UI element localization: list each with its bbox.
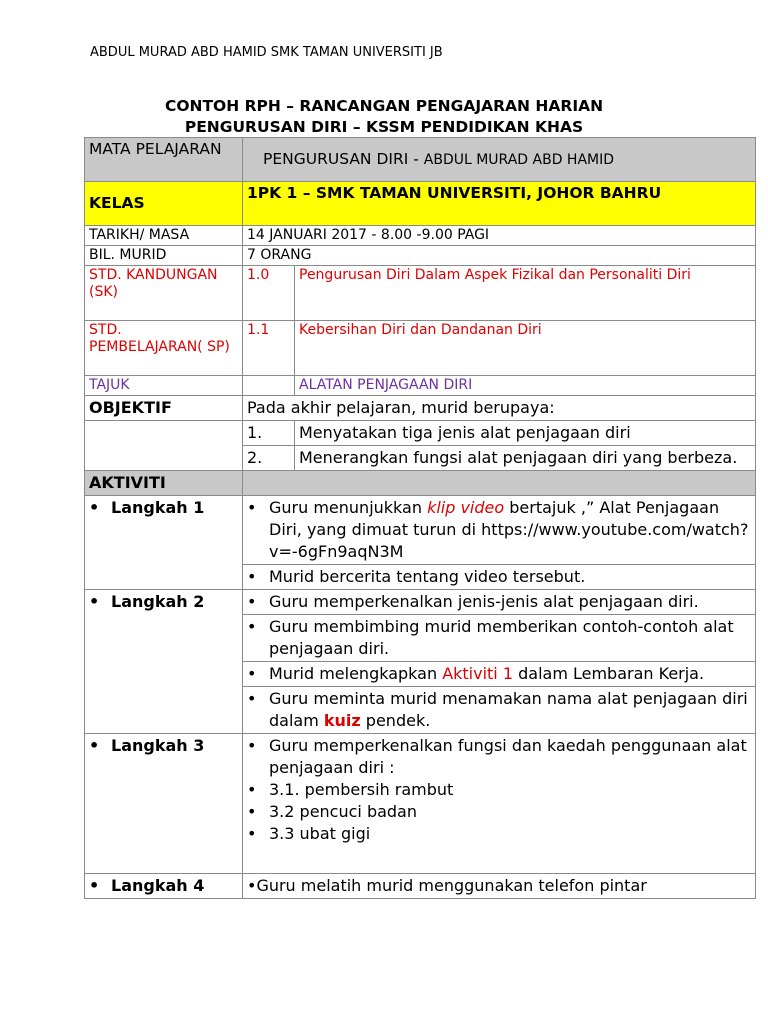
langkah-3-content [243,734,756,874]
row-kelas [85,182,756,226]
kelas-value: 1PK 1 – SMK TAMAN UNIVERSITI, JOHOR BAHRU [243,182,756,226]
row-langkah-1-a [85,496,756,565]
aktiviti-label: AKTIVITI [85,471,243,496]
langkah-3-item-4: • 3.3 ubat gigi [247,824,371,843]
row-langkah-3 [85,734,756,874]
langkah-1-item-1: • Guru menunjukkan klip video bertajuk ,” Alat Penjagaan Diri, yang dimuat turun di https://www.youtube.com/watch?v=-6gFn9aqN3M [243,496,756,565]
row-tarikh [85,226,756,246]
langkah-2-item-2: • Guru membimbing murid memberikan contoh-contoh alat penjagaan diri. [243,615,756,662]
aktiviti-1-highlight: Aktiviti 1 [442,664,514,683]
objektif-label: OBJEKTIF [85,396,243,421]
langkah-3-item-2: • 3.1. pembersih rambut [247,780,454,799]
row-objektif-1 [85,421,756,446]
objektif-2-number: 2. [243,446,295,471]
langkah-4-label: • Langkah 4 [85,874,243,899]
bullet-icon: • [89,876,100,895]
langkah-3-label: • Langkah 3 [85,734,243,874]
langkah-2-label: • Langkah 2 [85,590,243,734]
subject-name: PENGURUSAN DIRI - [263,149,419,168]
bullet-icon: • [247,617,257,636]
tarikh-value: 14 JANUARI 2017 - 8.00 -9.00 PAGI [243,226,756,246]
langkah-2-item-3: • Murid melengkapkan Aktiviti 1 dalam Lembaran Kerja. [243,662,756,687]
kuiz-highlight: kuiz [323,711,361,730]
objektif-1-text: Menyatakan tiga jenis alat penjagaan diri [295,421,756,446]
std-pembelajaran-text: Kebersihan Diri dan Dandanan Diri [295,321,756,376]
lesson-plan-table [84,137,756,899]
row-objektif [85,396,756,421]
row-mata-pelajaran [85,138,756,182]
langkah-2-item-1: • Guru memperkenalkan jenis-jenis alat penjagaan diri. [243,590,756,615]
bullet-icon: • [247,498,257,517]
objektif-1-number: 1. [243,421,295,446]
bullet-icon: • [89,498,100,517]
objektif-intro: Pada akhir pelajaran, murid berupaya: [243,396,756,421]
tajuk-value: ALATAN PENJAGAAN DIRI [295,376,756,396]
bullet-icon: • [247,592,257,611]
row-bil-murid [85,246,756,266]
langkah-3-item-3: • 3.2 pencuci badan [247,802,417,821]
document-title-line-1: CONTOH RPH – RANCANGAN PENGAJARAN HARIAN [164,97,604,115]
bullet-icon: • [247,824,257,843]
bullet-icon: • [89,592,100,611]
bil-murid-label: BIL. MURID [85,246,243,266]
std-kandungan-text: Pengurusan Diri Dalam Aspek Fizikal dan Personaliti Diri [295,266,756,321]
langkah-1-label: • Langkah 1 [85,496,243,590]
langkah-4-item-1: •Guru melatih murid menggunakan telefon pintar [243,874,756,899]
std-kandungan-label: STD. KANDUNGAN (SK) [85,266,243,321]
row-tajuk [85,376,756,396]
tajuk-label: TAJUK [85,376,243,396]
bullet-icon: • [247,802,257,821]
tarikh-label: TARIKH/ MASA [85,226,243,246]
row-std-pembelajaran [85,321,756,376]
bil-murid-value: 7 ORANG [243,246,756,266]
std-kandungan-code: 1.0 [243,266,295,321]
bullet-icon: • [247,736,257,755]
row-langkah-2-a [85,590,756,615]
std-pembelajaran-code: 1.1 [243,321,295,376]
subject-cell [243,138,756,182]
langkah-2-item-4: • Guru meminta murid menamakan nama alat penjagaan diri dalam kuiz pendek. [243,687,756,734]
bullet-icon: • [247,689,257,708]
mata-pelajaran-label: MATA PELAJARAN [85,138,243,182]
document-title-line-2: PENGURUSAN DIRI – KSSM PENDIDIKAN KHAS [184,118,584,136]
bullet-icon: • [247,876,257,895]
langkah-1-item-2: • Murid bercerita tentang video tersebut. [243,565,756,590]
bullet-icon: • [247,780,257,799]
teacher-name: ABDUL MURAD ABD HAMID [423,151,615,168]
std-pembelajaran-label: STD. PEMBELAJARAN( SP) [85,321,243,376]
page-header: ABDUL MURAD ABD HAMID SMK TAMAN UNIVERSITI JB [90,45,443,60]
langkah-3-item-1: • Guru memperkenalkan fungsi dan kaedah penggunaan alat penjagaan diri : [247,736,747,777]
bullet-icon: • [247,567,257,586]
bullet-icon: • [247,664,257,683]
row-langkah-4 [85,874,756,899]
bullet-icon: • [89,736,100,755]
objektif-2-text: Menerangkan fungsi alat penjagaan diri yang berbeza. [295,446,756,471]
klip-video-highlight: klip video [427,498,505,517]
row-aktiviti-header [85,471,756,496]
row-std-kandungan [85,266,756,321]
kelas-label: KELAS [85,182,243,226]
